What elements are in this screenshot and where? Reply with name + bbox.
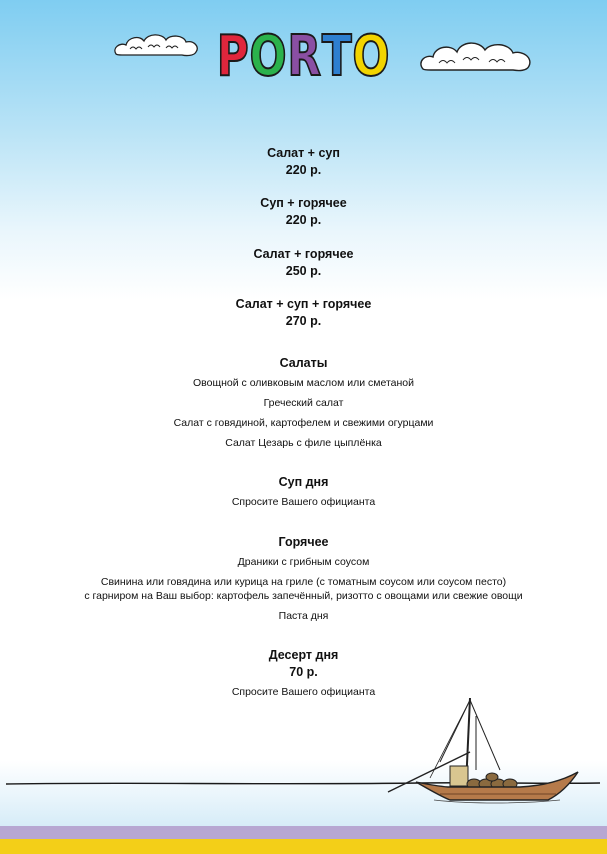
combo-3-name: Салат + горячее [253,247,354,261]
hot-item: Паста дня [278,610,329,622]
hot-item: Драники с грибным соусом [237,556,370,568]
combo-1-name: Салат + суп [267,146,340,160]
stripe-lilac [0,826,607,839]
logo-letter-p: P [216,24,250,89]
soup-heading: Суп дня [278,475,329,489]
combo-4-name: Салат + суп + горячее [235,297,372,311]
salad-item: Греческий салат [263,397,344,409]
hot-item-continued: с гарниром на Ваш выбор: картофель запечённый, ризотто с овощами или свежие овощи [84,590,523,602]
hot-heading: Горячее [278,535,329,549]
salad-item: Салат с говядиной, картофелем и свежими огурцами [173,417,434,429]
combo-2-name: Суп + горячее [260,196,347,210]
cloud-left-icon [112,30,200,60]
combo-1-price: 220 р. [285,163,322,177]
dessert-item: Спросите Вашего официанта [231,686,376,698]
hot-item: Свинина или говядина или курица на гриле (с томатным соусом или соусом песто) [100,576,507,588]
logo-letter-r: R [287,24,322,89]
dessert-heading: Десерт дня [268,648,339,662]
soup-item: Спросите Вашего официанта [231,496,376,508]
combo-3-price: 250 р. [285,264,322,278]
stripe-yellow [0,839,607,854]
cloud-right-icon [417,38,535,76]
logo-letter-o2: O [352,24,391,89]
salads-heading: Салаты [279,356,328,370]
combo-4-price: 270 р. [285,314,322,328]
salad-item: Овощной с оливковым маслом или сметаной [193,377,414,389]
logo-letter-t: T [321,24,353,89]
dessert-price: 70 р. [289,665,318,679]
logo-letter-o: O [249,24,288,89]
combo-2-price: 220 р. [285,213,322,227]
salad-item: Салат Цезарь с филе цыплёнка [225,437,382,449]
